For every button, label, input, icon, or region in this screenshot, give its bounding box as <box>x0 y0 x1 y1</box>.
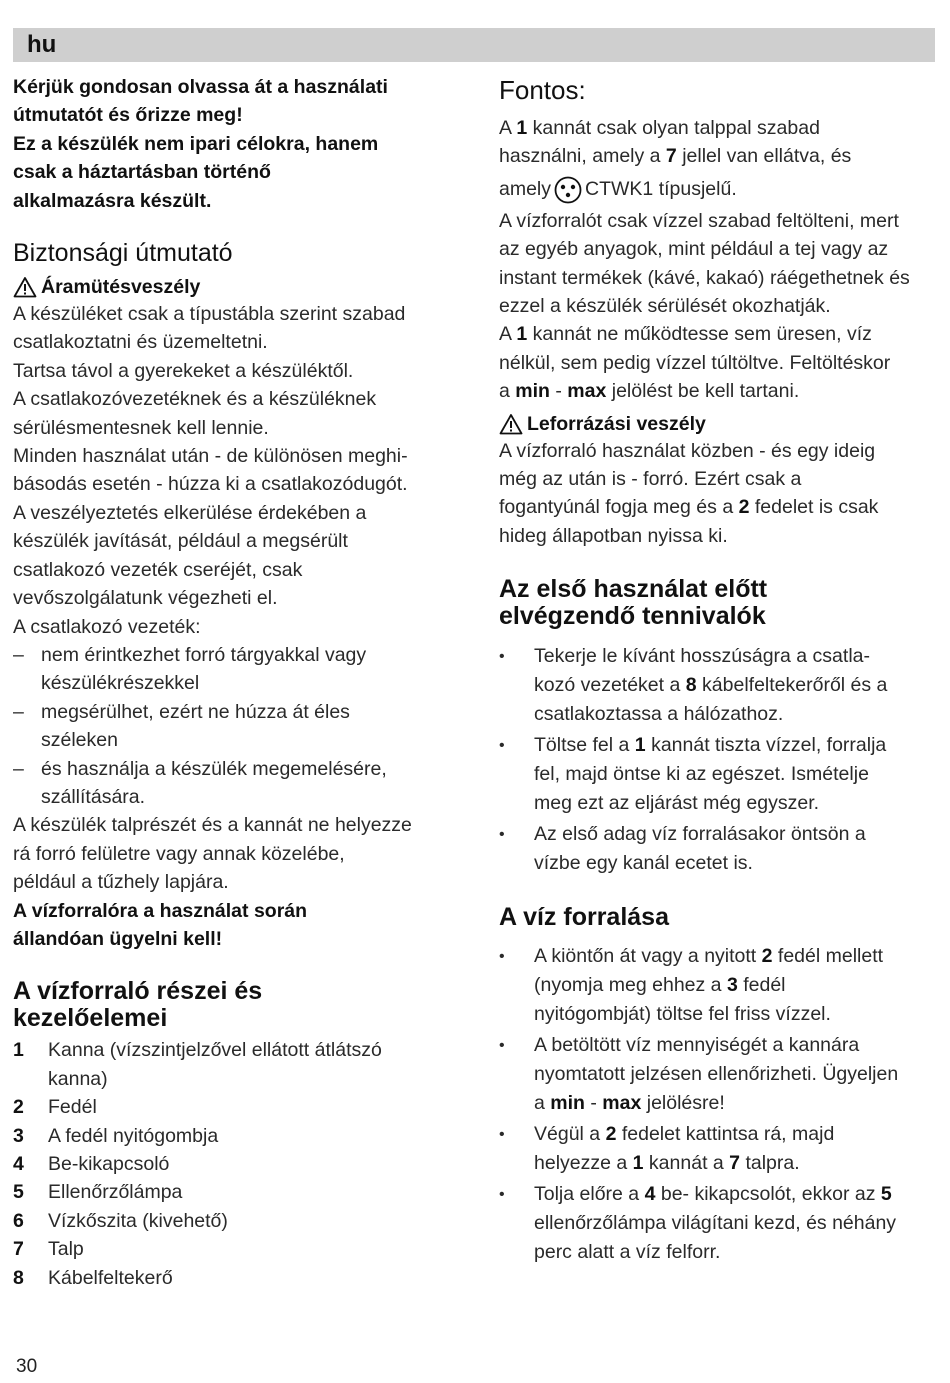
parts-list <box>13 1036 458 1292</box>
dash-text: széleken <box>41 729 118 752</box>
shock-warning-heading <box>13 274 458 300</box>
parts-number: 1 <box>13 1039 24 1062</box>
safety-line: A készüléket csak a típustábla szerint szabad <box>13 303 406 326</box>
dash-text: szállítására. <box>41 785 146 808</box>
intro-line: útmutatót és őrizze meg! <box>13 104 243 127</box>
safety-line: készülék javítását, például a megsérült <box>13 530 348 553</box>
page-number: 30 <box>16 1356 38 1377</box>
first-use-heading-line: elvégzendő tennivalók <box>499 602 766 631</box>
parts-item <box>13 1264 458 1292</box>
dash-text: és használja a készülék megemelésére, <box>41 757 387 780</box>
base-symbol-icon <box>553 175 583 205</box>
parts-item <box>13 1207 458 1235</box>
safety-line: básodás esetén - húzza ki a csatlakozódugót. <box>13 473 408 496</box>
parts-text: A fedél nyitógombja <box>48 1124 219 1147</box>
parts-number: 4 <box>13 1153 24 1175</box>
bullet-text: A kiöntőn át vagy a nyitott 2 fedél mellett <box>534 945 884 968</box>
bullet-text: A betöltött víz mennyiségét a kannára <box>534 1034 860 1057</box>
bullet-item <box>499 642 939 729</box>
important-heading: Fontos: <box>499 75 586 105</box>
bullet-item <box>499 1031 939 1118</box>
left-column <box>13 73 458 1292</box>
parts-heading-line: kezelőelemei <box>13 1004 168 1033</box>
bullet-item <box>499 731 939 818</box>
warning-triangle-icon <box>499 413 523 435</box>
safety-bold-line: A vízforralóra a használat során <box>13 899 308 922</box>
bullet-text: Töltse fel a 1 kannát tiszta vízzel, forralja <box>534 734 887 757</box>
boiling-list <box>499 942 939 1267</box>
safety-line: A csatlakozóvezetéknek és a készüléknek <box>13 388 377 411</box>
parts-number: 6 <box>13 1209 24 1232</box>
dash-text: megsérülhet, ezért ne húzza át éles <box>41 700 350 723</box>
important-line: amely CTWK1 típusjelű. <box>499 171 939 207</box>
bullet-text: fel, majd öntse ki az egészet. Ismételje <box>534 763 869 786</box>
intro-line: csak a háztartásban történő <box>13 161 271 184</box>
bullet-mark: • <box>499 1037 505 1055</box>
bullet-text: nyitógombját) töltse fel friss vízzel. <box>534 1003 831 1026</box>
safety-line: rá forró felületre vagy annak közelébe, <box>13 842 345 865</box>
safety-bold-line: állandóan ügyelni kell! <box>13 927 223 950</box>
bullet-mark: • <box>499 737 505 755</box>
bullet-text: Tekerje le kívánt hosszúságra a csatla- <box>534 645 870 668</box>
dash-mark: – <box>13 700 24 723</box>
important-line: a min - max jelölést be kell tartani. <box>499 380 800 403</box>
bullet-mark: • <box>499 826 505 844</box>
bullet-text: (nyomja meg ehhez a 3 fedél <box>534 974 786 997</box>
bullet-text: ellenőrzőlámpa világítani kezd, és néhány <box>534 1212 897 1235</box>
parts-text: Kábelfeltekerő <box>48 1266 173 1289</box>
bullet-item <box>499 1120 939 1178</box>
first-use-heading-line: Az első használat előtt <box>499 575 768 604</box>
safety-line: Tartsa távol a gyerekeket a készüléktől. <box>13 359 354 382</box>
parts-number: 7 <box>13 1238 24 1261</box>
safety-line: csatlakoztatni és üzemeltetni. <box>13 331 268 354</box>
parts-item <box>13 1093 458 1121</box>
scald-line: hideg állapotban nyissa ki. <box>499 524 728 547</box>
dash-item <box>13 641 458 698</box>
parts-text: kanna) <box>48 1067 108 1090</box>
safety-line: vevőszolgálatunk végezheti el. <box>13 587 278 610</box>
bullet-item <box>499 1180 939 1267</box>
scald-warning-heading <box>499 411 939 437</box>
parts-text: Vízkőszita (kivehető) <box>48 1209 228 1232</box>
scald-line: fogantyúnál fogja meg és a 2 fedelet is csak <box>499 496 879 519</box>
parts-number: 5 <box>13 1181 24 1204</box>
parts-heading-line: A vízforraló részei és <box>13 977 263 1006</box>
important-line: nélkül, sem pedig vízzel túltöltve. Feltöltéskor <box>499 351 891 374</box>
safety-line: A veszélyeztetés elkerülése érdekében a <box>13 501 367 524</box>
intro-block <box>13 73 458 215</box>
bullet-text: Az első adag víz forralásakor öntsön a <box>534 823 866 846</box>
parts-heading <box>13 978 458 1032</box>
bullet-item <box>499 820 939 878</box>
important-line: A 1 kannát csak olyan talppal szabad <box>499 117 820 139</box>
parts-text: Ellenőrzőlámpa <box>48 1181 183 1204</box>
intro-line: alkalmazásra készült. <box>13 189 212 212</box>
parts-text: Kanna (vízszintjelzővel ellátott átlátszó <box>48 1039 382 1062</box>
bullet-text: kozó vezetéket a 8 kábelfeltekerőről és a <box>534 674 888 697</box>
parts-text: Talp <box>48 1238 84 1261</box>
safety-line: csatlakozó vezeték cseréjét, csak <box>13 558 303 581</box>
bullet-text: Tolja előre a 4 be- kikapcsolót, ekkor az 5 <box>534 1183 892 1206</box>
bullet-text: meg ezt az eljárást még egyszer. <box>534 792 820 815</box>
scald-text <box>499 437 939 551</box>
bullet-mark: • <box>499 1186 505 1204</box>
dash-text: készülékrészekkel <box>41 672 200 695</box>
right-column <box>499 73 939 1267</box>
important-line: ezzel a készülék sérülését okozhatják. <box>499 295 831 318</box>
parts-text: Be-kikapcsoló <box>48 1153 170 1175</box>
important-line: használni, amely a 7 jellel van ellátva, és <box>499 145 852 168</box>
boiling-heading: A víz forralása <box>499 903 669 932</box>
parts-item <box>13 1178 458 1206</box>
first-use-list <box>499 642 939 878</box>
cord-dash-list <box>13 641 458 811</box>
bullet-text: Végül a 2 fedelet kattintsa rá, majd <box>534 1123 835 1146</box>
scald-line: még az után is - forró. Ezért csak a <box>499 468 802 491</box>
bullet-text: perc alatt a víz felforr. <box>534 1241 721 1264</box>
intro-line: Kérjük gondosan olvassa át a használati <box>13 76 388 98</box>
parts-number: 3 <box>13 1124 24 1147</box>
bullet-item <box>499 942 939 1029</box>
safety-line: A készülék talprészét és a kannát ne helyezze <box>13 814 412 837</box>
parts-item <box>13 1235 458 1263</box>
important-line: A 1 kannát ne működtesse sem üresen, víz <box>499 323 872 346</box>
important-line: az egyéb anyagok, mint például a tej vagy az <box>499 238 889 261</box>
parts-item <box>13 1150 458 1178</box>
safety-text <box>13 300 458 641</box>
bullet-text: helyezze a 1 kannát a 7 talpra. <box>534 1152 800 1175</box>
important-line: instant termékek (kávé, kakaó) ráégethetnek és <box>499 266 910 289</box>
scald-line: A vízforraló használat közben - és egy ideig <box>499 439 876 462</box>
dash-item <box>13 698 458 755</box>
bullet-text: a min - max jelölésre! <box>534 1092 725 1115</box>
warning-triangle-icon <box>13 276 37 298</box>
intro-line: Ez a készülék nem ipari célokra, hanem <box>13 132 379 155</box>
bullet-mark: • <box>499 948 505 966</box>
important-text <box>499 114 939 406</box>
safety-line: sérülésmentesnek kell lennie. <box>13 416 269 439</box>
bullet-mark: • <box>499 1126 505 1144</box>
scald-warning-title: Leforrázási veszély <box>527 412 706 435</box>
bullet-text: nyomtatott jelzésen ellenőrizheti. Ügyeljen <box>534 1063 899 1086</box>
language-code: hu <box>27 31 57 58</box>
bullet-text: csatlakoztassa a hálózathoz. <box>534 703 784 726</box>
bullet-mark: • <box>499 648 505 666</box>
first-use-heading <box>499 576 939 630</box>
dash-item <box>13 755 458 812</box>
bullet-text: vízbe egy kanál ecetet is. <box>534 852 753 875</box>
dash-mark: – <box>13 643 24 666</box>
parts-number: 8 <box>13 1266 24 1289</box>
parts-text: Fedél <box>48 1096 97 1119</box>
parts-number: 2 <box>13 1096 24 1119</box>
language-header-bar <box>13 28 935 62</box>
dash-text: nem érintkezhet forró tárgyakkal vagy <box>41 643 367 666</box>
safety-line: például a tűzhely lapjára. <box>13 871 229 894</box>
parts-item <box>13 1036 458 1093</box>
shock-warning-title: Áramütésveszély <box>41 276 201 299</box>
important-line: A vízforralót csak vízzel szabad feltölteni, mert <box>499 209 899 232</box>
parts-item <box>13 1122 458 1150</box>
dash-mark: – <box>13 757 24 780</box>
safety-line: Minden használat után - de különösen meghi- <box>13 445 408 468</box>
safety-line: A csatlakozó vezeték: <box>13 615 201 638</box>
safety-heading: Biztonsági útmutató <box>13 239 233 268</box>
